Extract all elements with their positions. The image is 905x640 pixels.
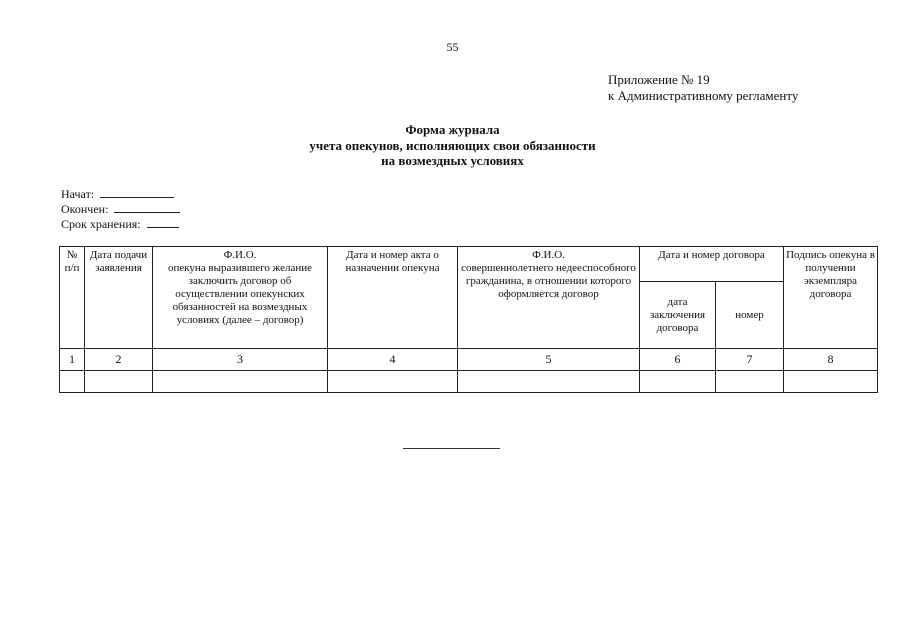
- column-number-cell: 4: [328, 349, 458, 371]
- meta-ended-label: Окончен:: [61, 202, 109, 216]
- column-number-cell: 7: [716, 349, 784, 371]
- empty-cell: [716, 371, 784, 393]
- empty-cell: [640, 371, 716, 393]
- empty-cell: [153, 371, 328, 393]
- meta-started: [61, 187, 180, 202]
- column-number-cell: 1: [60, 349, 85, 371]
- header-number: № п/п: [60, 247, 85, 349]
- empty-cell: [60, 371, 85, 393]
- empty-cell: [85, 371, 153, 393]
- appendix-line-2: к Административному регламенту: [608, 88, 799, 103]
- header-appointment-act: Дата и номер акта о назначении опекуна: [328, 247, 458, 349]
- meta-ended: [61, 202, 180, 217]
- meta-ended-blank: [114, 202, 180, 213]
- header-contract-group: Дата и номер договора: [640, 247, 784, 282]
- header-application-date: Дата подачи заявления: [85, 247, 153, 349]
- header-contract-date: дата заключения договора: [640, 282, 716, 349]
- header-guardian-name-title: Ф.И.О.: [223, 249, 257, 261]
- journal-meta: [61, 187, 180, 232]
- appendix-line-1: Приложение № 19: [608, 72, 710, 87]
- header-row-1: [60, 247, 878, 282]
- header-guardian-name-text: опекуна выразившего желание заключить договор об осуществлении опекунских обязанностей на возмездных условиях (далее – договор): [167, 262, 313, 326]
- header-signature: Подпись опекуна в получении экземпляра договора: [784, 247, 878, 349]
- column-number-cell: 2: [85, 349, 153, 371]
- header-ward-name-title: Ф.И.О.: [532, 249, 565, 261]
- document-title: [0, 122, 905, 169]
- column-number-cell: 3: [153, 349, 328, 371]
- header-contract-number: номер: [716, 282, 784, 349]
- page-number: 55: [446, 40, 459, 54]
- empty-cell: [328, 371, 458, 393]
- meta-started-label: Начат:: [61, 187, 95, 201]
- column-number-cell: 8: [784, 349, 878, 371]
- title-line-2: учета опекунов, исполняющих свои обязанности: [309, 137, 596, 153]
- footer-divider: [403, 448, 500, 449]
- journal-table: [59, 246, 878, 393]
- empty-cell: [784, 371, 878, 393]
- appendix-reference: [608, 72, 798, 104]
- title-line-3: на возмездных условиях: [381, 153, 524, 168]
- meta-started-blank: [100, 187, 174, 198]
- empty-entry-row: [60, 371, 878, 393]
- column-number-cell: 5: [458, 349, 640, 371]
- header-guardian-name: [153, 247, 328, 349]
- header-ward-name-text: совершеннолетнего недееспособного гражданина, в отношении которого оформляется договор: [461, 262, 636, 300]
- meta-storage: [61, 217, 180, 232]
- meta-storage-blank: [147, 217, 179, 228]
- meta-storage-label: Срок хранения:: [61, 217, 141, 231]
- column-number-cell: 6: [640, 349, 716, 371]
- header-ward-name: [458, 247, 640, 349]
- empty-cell: [458, 371, 640, 393]
- column-number-row: [60, 349, 878, 371]
- title-line-1: Форма журнала: [405, 122, 500, 137]
